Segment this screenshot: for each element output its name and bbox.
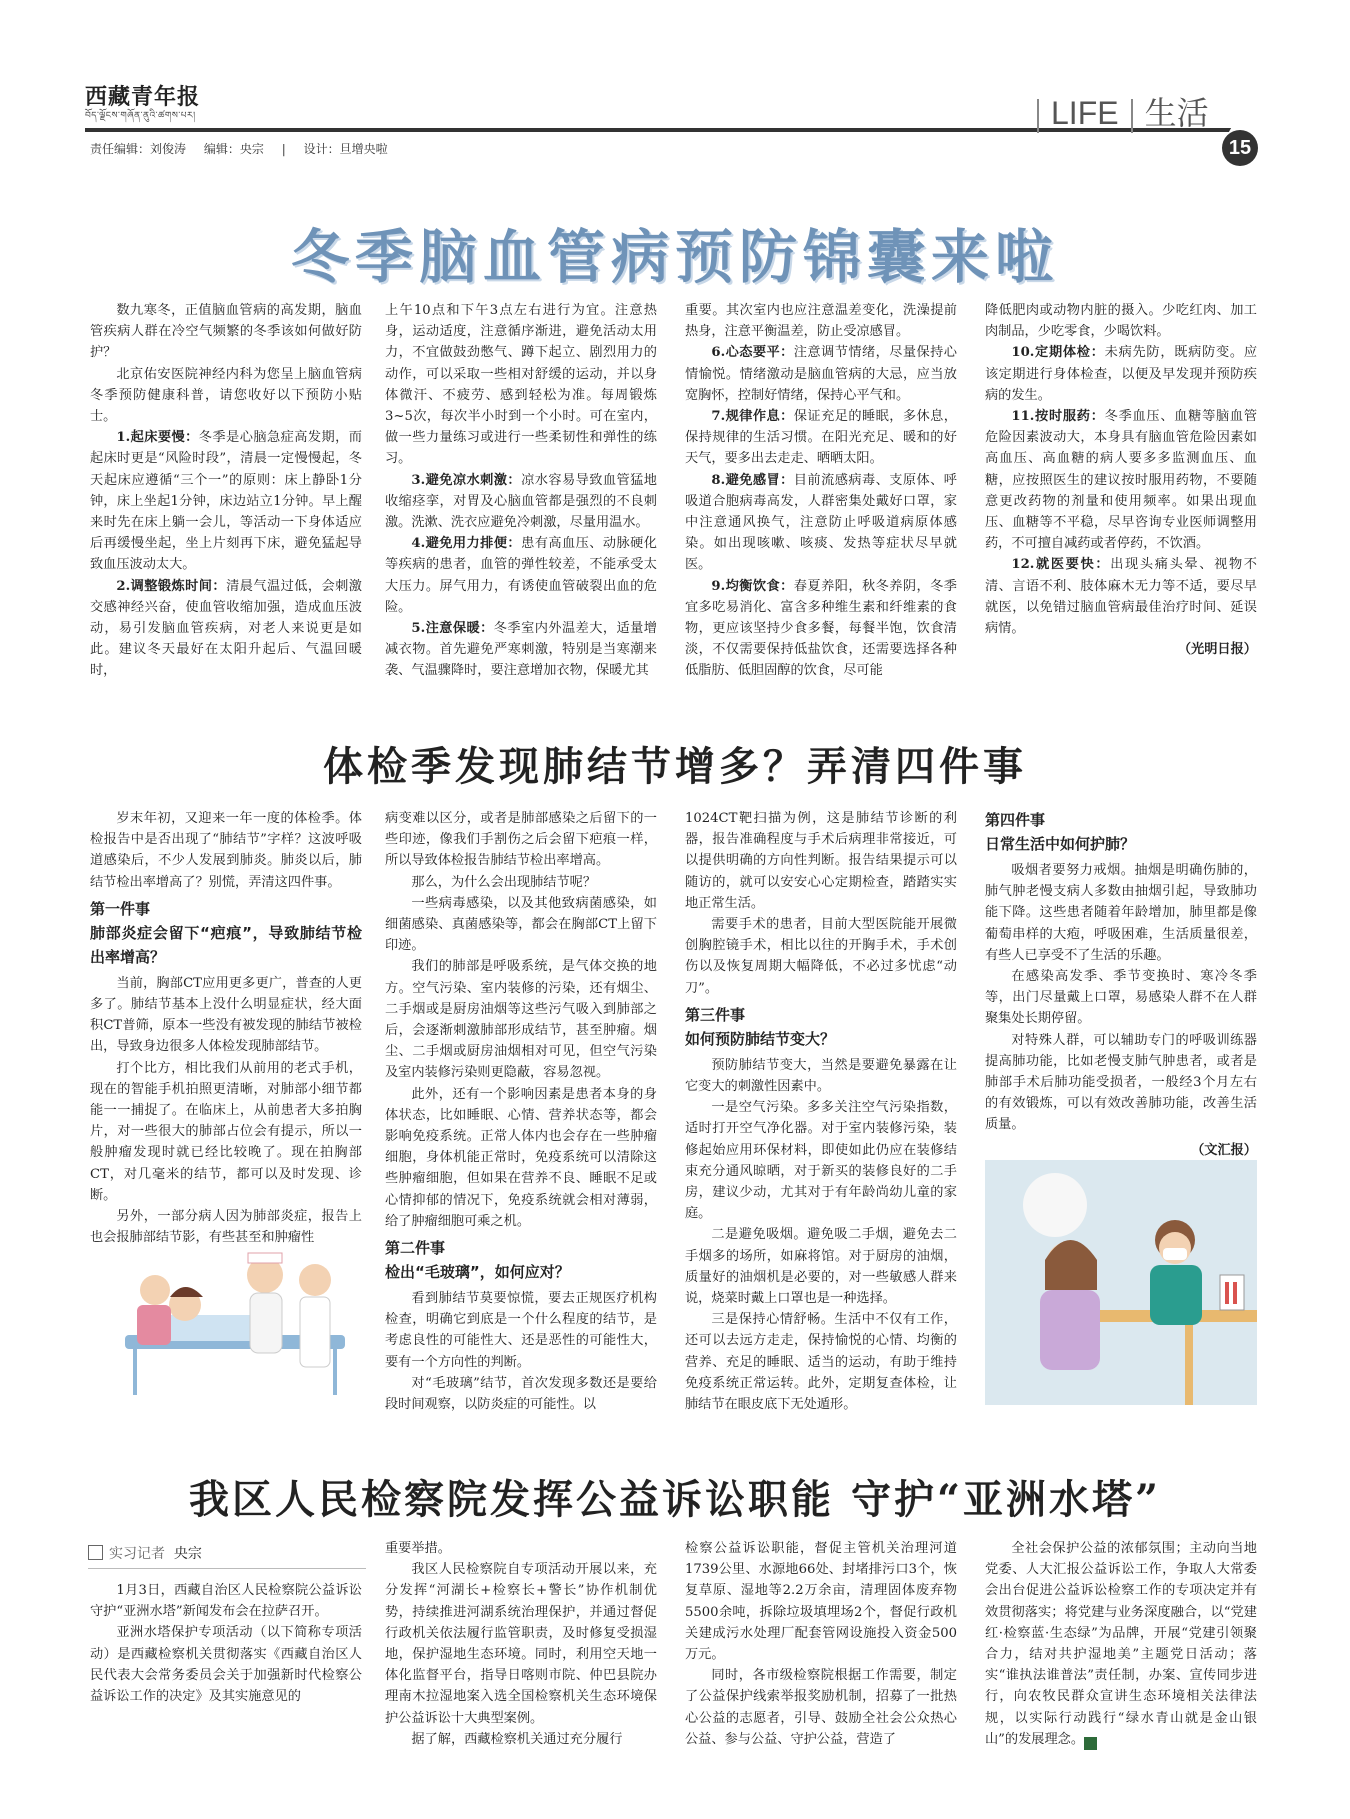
section2-body bbox=[385, 1288, 657, 1415]
paragraph bbox=[90, 1622, 362, 1707]
doctor-patient-illustration bbox=[985, 1160, 1257, 1405]
paragraph bbox=[685, 576, 957, 682]
nurse-patient-illustration bbox=[115, 1235, 360, 1410]
paragraph-text: 冬季是心脑急症高发期，而起床时更是“风险时段”，清晨一定慢慢起，冬天起床应遵循“三个一”的原则：床上静卧1分钟，床上坐起1分钟，床边站立1分钟。早上醒来时先在床上躺一会儿，等活动一下身体适应后再缓慢坐起，坐上片刻再下床，避免猛起导致血压波动太大。 bbox=[90, 430, 362, 573]
paragraph-text: 目前流感病毒、支原体、呼吸道合胞病毒高发，人群密集处戴好口罩，家中注意通风换气，注意防止呼吸道病原体感染。如出现咳嗽、咳痰、发热等症状尽早就医。 bbox=[685, 472, 957, 573]
paragraph-heading: 8.避免感冒： bbox=[711, 472, 794, 488]
end-mark-icon: ■ bbox=[1084, 1737, 1097, 1750]
paragraph-text: 我区人民检察院自专项活动开展以来，充分发挥“河湖长+检察长+警长”协作机制优势，持续推进河湖系统治理保护，并通过督促行政机关依法履行监管职责，及时修复受损湿地，保护湿地生态环境。同时，利用空天地一体化监督平台，指导日喀则市院、仲巴县院办理南木拉湿地案入选全国检察机关生态环境保护公益诉讼十大典型案例。 bbox=[385, 1562, 657, 1726]
paragraph-text: 打个比方，相比我们从前用的老式手机，现在的智能手机拍照更清晰，对肺部小细节都能一一捕捉了。在临床上，从前患者大多拍胸片，对一些很大的肺部占位会有提示，所以一般肿瘤发现时就已经比较晚了。现在拍胸部CT，对几毫米的结节，都可以及时发现、诊断。 bbox=[90, 1060, 362, 1203]
paragraph bbox=[385, 1084, 657, 1232]
paragraph bbox=[90, 364, 362, 428]
byline-rule bbox=[88, 1568, 366, 1569]
article1-source: （光明日报） bbox=[1177, 642, 1257, 658]
paragraph bbox=[985, 1030, 1257, 1136]
paragraph-text: 当前，胸部CT应用更多更广，普查的人更多了。肺结节基本上没什么明显症状，经大面积CT普筛，原本一些没有被发现的肺结节被检出，导致身边很多人体检发现肺部结节。 bbox=[90, 975, 362, 1055]
paragraph bbox=[385, 872, 657, 893]
section1-body-cont bbox=[385, 808, 657, 1232]
paragraph bbox=[685, 1665, 957, 1750]
section-divider bbox=[1131, 99, 1133, 133]
article3-title: 我区人民检察院发挥公益诉讼职能 守护“亚洲水塔” bbox=[189, 1476, 1161, 1523]
article1-col4 bbox=[985, 300, 1257, 660]
reporter-byline bbox=[88, 1543, 202, 1563]
section-cn: 生活 bbox=[1144, 95, 1209, 131]
paragraph-text: 1月3日，西藏自治区人民检察院公益诉讼守护“亚洲水塔”新闻发布会在拉萨召开。 bbox=[90, 1583, 362, 1620]
paragraph bbox=[985, 554, 1257, 639]
paragraph bbox=[685, 1538, 957, 1665]
paragraph-text: 注意调节情绪，尽量保持心情愉悦。情绪激动是脑血管病的大忌，应当放宽胸怀，控制好情绪，保持心平气和。 bbox=[685, 345, 957, 403]
paragraph bbox=[90, 300, 362, 364]
paragraph-text: 1024CT靶扫描为例，这是肺结节诊断的利器，报告准确程度与手术后病理非常接近，可以提供明确的方向性判断。报告结果提示可以随访的，就可以安安心心定期检查，踏踏实实地正常生活。 bbox=[685, 811, 957, 911]
section1-label: 第一件事 bbox=[90, 899, 151, 918]
paragraph bbox=[985, 342, 1257, 406]
article3-col4 bbox=[985, 1538, 1257, 1750]
section1-title: 肺部炎症会留下“疤痕”，导致肺结节检出率增高？ bbox=[90, 923, 362, 966]
paragraph-text: 预防肺结节变大，当然是要避免暴露在让它变大的刺激性因素中。 bbox=[685, 1057, 957, 1095]
credits bbox=[90, 140, 402, 157]
section2-label: 第二件事 bbox=[385, 1239, 446, 1258]
paragraph-text: 检察公益诉讼职能，督促主管机关治理河道1739公里、水源地66处、封堵排污口3个，恢复草原、湿地等2.2万余亩，清理固体废弃物5500余吨，拆除垃圾填埋场2个，督促行政机关建成污水处理厂配套管网设施投入资金500万元。 bbox=[685, 1541, 957, 1663]
section3-title: 如何预防肺结节变大？ bbox=[685, 1029, 836, 1048]
section2-title: 检出“毛玻璃”，如何应对？ bbox=[385, 1263, 570, 1282]
paragraph bbox=[90, 973, 362, 1058]
paragraph-text: 亚洲水塔保护专项活动（以下简称专项活动）是西藏检察机关贯彻落实《西藏自治区人民代表大会常务委员会关于加强新时代检察公益诉讼工作的决定》及其实施意见的 bbox=[90, 1625, 362, 1705]
paragraph-text: 患有高血压、动脉硬化等疾病的患者，血管的弹性较差，不能承受太大压力。屏气用力，有诱使血管破裂出血的危险。 bbox=[385, 536, 657, 615]
section-en: LIFE bbox=[1051, 95, 1119, 131]
paragraph-heading: 5.注意保暖： bbox=[411, 621, 494, 637]
masthead: 西藏青年报 bbox=[85, 84, 201, 110]
credit-editor-in-charge: 责任编辑：刘俊涛 bbox=[90, 142, 187, 156]
paragraph-heading: 10.定期体检： bbox=[1011, 345, 1105, 361]
paragraph-text: 重要举措。 bbox=[385, 1541, 451, 1556]
paragraph-text: 春夏养阳，秋冬养阴，冬季宜多吃易消化、富含多种维生素和纤维素的食物，更应该坚持少食多餐，每餐半饱，饮食清淡，不仅需要保持低盐饮食，还需要选择各种低脂肪、低胆固醇的饮食，尽可能 bbox=[685, 578, 957, 679]
article2-intro: 岁末年初，又迎来一年一度的体检季。体检报告中是否出现了“肺结节”字样？这波呼吸道感染后，不少人发展到肺炎。肺炎以后，肺结节检出率增高了？别慌，弄清这四件事。 bbox=[90, 811, 362, 890]
paragraph-text: 一些病毒感染，以及其他致病菌感染，如细菌感染、真菌感染等，都会在胸部CT上留下印迹。 bbox=[385, 895, 657, 954]
credit-designer: 设计：旦增央啦 bbox=[303, 142, 388, 156]
paragraph-text: 看到肺结节莫要惊慌，要去正规医疗机构检查，明确它到底是一个什么程度的结节，是考虑良性的可能性大、还是恶性的可能性大，要有一个方向性的判断。 bbox=[385, 1291, 657, 1370]
paragraph-text: 二是避免吸烟。避免吸二手烟，避免去二手烟多的场所，如麻将馆。对于厨房的油烟，质量好的油烟机是必要的，对一些敏感人群来说，烧菜时戴上口罩也是一种选择。 bbox=[685, 1227, 957, 1307]
paragraph-text: 降低肥肉或动物内脏的摄入。少吃红肉、加工肉制品，少吃零食，少喝饮料。 bbox=[985, 303, 1257, 340]
paragraph bbox=[90, 1580, 362, 1622]
article2-col1 bbox=[90, 808, 362, 1248]
paragraph bbox=[385, 893, 657, 957]
article2-title: 体检季发现肺结节增多？弄清四件事 bbox=[323, 744, 1027, 790]
paragraph bbox=[685, 342, 957, 406]
paragraph bbox=[685, 470, 957, 576]
paragraph bbox=[685, 914, 957, 999]
paragraph-text: 冬季室内外温差大，适量增减衣物。首先避免严寒刺激，特别是当寒潮来袭、气温骤降时，要注意增加衣物，保暖尤其 bbox=[385, 621, 657, 679]
paragraph bbox=[385, 1538, 657, 1559]
paragraph bbox=[685, 1309, 957, 1415]
paragraph bbox=[385, 808, 657, 872]
paragraph bbox=[985, 966, 1257, 1030]
paragraph-heading: 1.起床要慢： bbox=[116, 430, 199, 446]
paragraph-heading: 11.按时服药： bbox=[1011, 409, 1105, 425]
paragraph-text: 清晨气温过低，会刺激交感神经兴奋，使血管收缩加强，造成血压波动，易引发脑血管疾病，对老人来说更是如此。建议冬天最好在太阳升起后、气温回暖时， bbox=[90, 578, 362, 679]
paragraph-text: 需要手术的患者，目前大型医院能开展微创胸腔镜手术，相比以往的开胸手术，手术创伤以及恢复周期大幅降低，不必过多忧虑“动刀”。 bbox=[685, 917, 957, 996]
paragraph bbox=[985, 406, 1257, 554]
reporter-name: 央宗 bbox=[173, 1546, 202, 1562]
paragraph bbox=[385, 1559, 657, 1729]
paragraph-heading: 3.避免凉水刺激： bbox=[411, 472, 522, 488]
paragraph bbox=[385, 956, 657, 1083]
paragraph-heading: 2.调整锻炼时间： bbox=[116, 578, 227, 594]
paragraph-text: 据了解，西藏检察机关通过充分履行 bbox=[411, 1731, 623, 1747]
paragraph-text: 对特殊人群，可以辅助专门的呼吸训练器提高肺功能，比如老慢支肺气肿患者，或者是肺部手术后肺功能受损者，一般经3个月左右的有效锻炼，可以有效改善肺功能，改善生活质量。 bbox=[985, 1032, 1257, 1133]
article3-paragraph bbox=[985, 1538, 1257, 1750]
paragraph-text: 另外，一部分病人因为肺部炎症，报告上也会报肺部结节影，有些甚至和肿瘤性 bbox=[90, 1209, 362, 1246]
paragraph-text: 保证充足的睡眠，多休息，保持规律的生活习惯。在阳光充足、暖和的好天气，要多出去走走、晒晒太阳。 bbox=[685, 409, 957, 467]
page-number: 15 bbox=[1222, 130, 1258, 166]
article2-source: （文汇报） bbox=[1191, 1142, 1257, 1158]
paragraph bbox=[90, 1058, 362, 1206]
paragraph-text: 冬季血压、血糖等脑血管危险因素波动大，本身具有脑血管危险因素如高血压、高血糖的病人要多多监测血压、血糖，应按照医生的建议按时服用药物，不要随意更改药物的剂量和使用频率。如果出现血压、血糖等不平稳，尽早咨询专业医师调整用药，不可擅自减药或者停药，不饮酒。 bbox=[985, 409, 1258, 552]
article3-col3 bbox=[685, 1538, 957, 1750]
paragraph-text: 吸烟者要努力戒烟。抽烟是明确伤肺的，肺气肿老慢支病人多数由抽烟引起，导致肺功能下降。这些患者随着年龄增加，肺里都是像葡萄串样的大疱，呼吸困难，生活质量很差，有些人已享受不了生活的乐趣。 bbox=[985, 863, 1257, 963]
article3-col2 bbox=[385, 1538, 657, 1750]
paragraph-heading: 9.均衡饮食： bbox=[711, 578, 794, 594]
paragraph bbox=[685, 808, 957, 914]
paragraph bbox=[985, 300, 1257, 342]
masthead-tibetan: བོད་ལྗོངས་གཞོན་ནུའི་ཚགས་པར། bbox=[85, 111, 196, 121]
paragraph bbox=[385, 470, 657, 534]
paragraph bbox=[685, 1097, 957, 1224]
paragraph bbox=[385, 300, 657, 470]
paragraph-text: 数九寒冬，正值脑血管病的高发期，脑血管疾病人群在冷空气频繁的冬季该如何做好防护？ bbox=[90, 303, 362, 361]
paragraph bbox=[385, 1729, 657, 1750]
paragraph bbox=[385, 1373, 657, 1415]
paragraph-text: 病变难以区分，或者是肺部感染之后留下的一些印迹，像我们手割伤之后会留下疤痕一样，所以导致体检报告肺结节检出率增高。 bbox=[385, 811, 657, 869]
paragraph-heading: 7.规律作息： bbox=[711, 409, 794, 425]
article3-col4-text: 全社会保护公益的浓郁氛围；主动向当地党委、人大汇报公益诉讼工作，争取人大常委会出台促进公益诉讼检察工作的专项决定并有效贯彻落实；将党建与业务深度融合，以“党建红·检察蓝·生态绿”为品牌，开展“党建引领聚合力，结对共护湿地美”主题党日活动；落实“谁执法谁普法”责任制，办案、宣传同步进行，向农牧民群众宣讲生态环境相关法律法规，以实际行动践行“绿水青山就是金山银山”的发展理念。 bbox=[985, 1541, 1257, 1747]
paragraph bbox=[385, 1288, 657, 1373]
paragraph-text: 北京佑安医院神经内科为您呈上脑血管病冬季预防健康科普，请您收好以下预防小贴士。 bbox=[90, 366, 362, 425]
credit-editor: 编辑：央宗 bbox=[203, 142, 264, 156]
section-divider bbox=[1037, 99, 1039, 133]
paragraph-text: 我们的肺部是呼吸系统，是气体交换的地方。空气污染、室内装修的污染，还有烟尘、二手烟或是厨房油烟等这些污气吸入到肺部之后，会逐渐刺激肺部形成结节，甚至肿瘤。烟尘、二手烟或厨房油烟相对可见，但空气污染及室内装修污染则更隐蔽，容易忽视。 bbox=[385, 959, 657, 1081]
credit-separator: | bbox=[281, 142, 286, 156]
reporter-label: 实习记者 bbox=[109, 1546, 165, 1562]
section3-body bbox=[685, 1055, 957, 1415]
section-label bbox=[1025, 88, 1209, 134]
paragraph-text: 未病先防，既病防变。应该定期进行身体检查，以便及早发现并预防疾病的发生。 bbox=[985, 345, 1258, 403]
paragraph bbox=[685, 1224, 957, 1309]
article1-title: 冬季脑血管病预防锦囊来啦 bbox=[290, 223, 1059, 291]
article2-col2 bbox=[385, 808, 657, 1415]
section1-body bbox=[90, 973, 362, 1249]
paragraph bbox=[685, 1055, 957, 1097]
paragraph bbox=[90, 576, 362, 682]
article1-col3 bbox=[685, 300, 957, 682]
section2-body-cont bbox=[685, 808, 957, 999]
section3-label: 第三件事 bbox=[685, 1005, 746, 1024]
section4-body bbox=[985, 860, 1257, 1136]
article2-col4 bbox=[985, 808, 1257, 1161]
section4-label: 第四件事 bbox=[985, 811, 1046, 829]
paragraph-heading: 12.就医要快： bbox=[1011, 557, 1111, 573]
article3-col1 bbox=[90, 1580, 362, 1707]
paragraph-text: 一是空气污染。多多关注空气污染指数，适时打开空气净化器。对于室内装修污染，装修起始应用环保材料，即使如此仍应在装修结束充分通风晾晒，对于新买的装修良好的二手房，建议少动，尤其对于有年龄尚幼儿童的家庭。 bbox=[685, 1100, 957, 1222]
paragraph-heading: 4.避免用力排便： bbox=[411, 536, 522, 552]
paragraph-text: 此外，还有一个影响因素是患者本身的身体状态，比如睡眠、心情、营养状态等，都会影响免疫系统。正常人体内也会存在一些肿瘤细胞，身体机能正常时，免疫系统可以清除这些肿瘤细胞，但如果在营养不良、睡眠不足或心情抑郁的情况下，免疫系统就会相对薄弱，给了肿瘤细胞可乘之机。 bbox=[385, 1086, 657, 1229]
article1-col1 bbox=[90, 300, 362, 682]
paragraph bbox=[385, 618, 657, 682]
section4-title: 日常生活中如何护肺？ bbox=[985, 835, 1136, 853]
paragraph-text: 凉水容易导致血管猛地收缩痉挛，对胃及心脑血管都是强烈的不良刺激。洗漱、洗衣应避免冷刺激，尽量用温水。 bbox=[385, 472, 657, 531]
paragraph-text: 在感染高发季、季节变换时、寒冷冬季等，出门尽量戴上口罩，易感染人群不在人群聚集处长期停留。 bbox=[985, 969, 1257, 1027]
paragraph-text: 那么，为什么会出现肺结节呢？ bbox=[411, 874, 597, 890]
paragraph-heading: 6.心态要平： bbox=[711, 345, 794, 361]
pen-icon bbox=[88, 1545, 103, 1560]
paragraph-text: 出现头痛头晕、视物不清、言语不利、肢体麻木无力等不适，要尽早就医，以免错过脑血管病最佳治疗时间、延误病情。 bbox=[985, 557, 1257, 637]
paragraph-text: 上午10点和下午3点左右进行为宜。注意热身，运动适度，注意循序渐进，避免活动太用力，不宜做鼓劲憋气、蹲下起立、剧烈用力的动作，可以采取一些相对舒缓的运动，并以身体微汗、不疲劳、感到轻松为准。每周锻炼3~5次，每次半小时到一个小时。可在室内，做一些力量练习或进行一些柔韧性和弹性的练习。 bbox=[385, 303, 657, 467]
paragraph-text: 重要。其次室内也应注意温差变化，洗澡提前热身，注意平衡温差，防止受凉感冒。 bbox=[685, 303, 957, 340]
paragraph bbox=[685, 300, 957, 342]
article1-col2 bbox=[385, 300, 657, 682]
paragraph-text: 三是保持心情舒畅。生活中不仅有工作，还可以去远方走走，保持愉悦的心情、均衡的营养、充足的睡眠、适当的运动，有助于维持免疫系统正常运转。此外，定期复查体检，让肺结节在眼皮底下无处遁形。 bbox=[685, 1312, 957, 1413]
paragraph bbox=[385, 533, 657, 618]
paragraph-text: 同时，各市级检察院根据工作需要，制定了公益保护线索举报奖励机制，招募了一批热心公益的志愿者，引导、鼓励全社会公众热心公益、参与公益、守护公益，营造了 bbox=[685, 1668, 957, 1747]
paragraph bbox=[90, 427, 362, 575]
article2-col3 bbox=[685, 808, 957, 1415]
paragraph bbox=[985, 860, 1257, 966]
paragraph bbox=[685, 406, 957, 470]
paragraph-text: 对“毛玻璃”结节，首次发现多数还是要给段时间观察，以防炎症的可能性。以 bbox=[385, 1375, 657, 1413]
